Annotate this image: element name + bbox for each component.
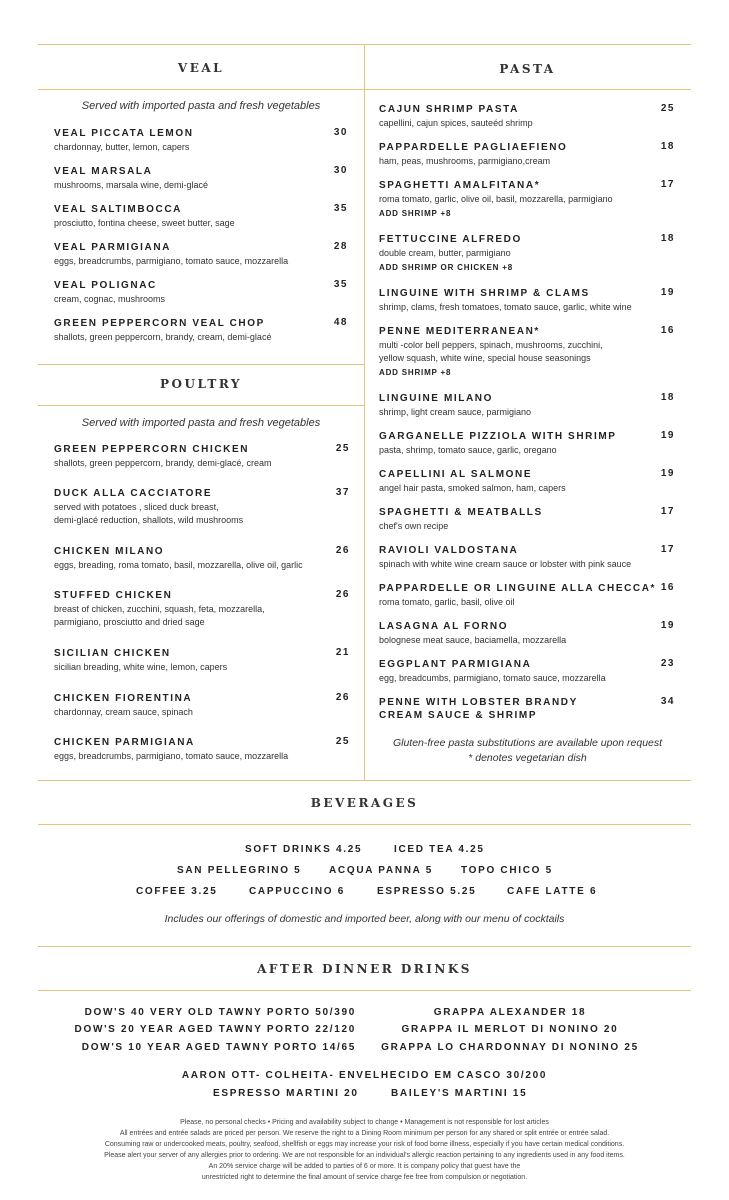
item-name: VEAL POLIGNAC xyxy=(54,280,157,291)
fine-print-line: unrestricted right to determine the final amount of service charge fee free from compulsion or negotiation. xyxy=(201,1174,528,1181)
beverage-item: ESPRESSO 5.25 xyxy=(377,886,477,897)
fine-print-line: Please, no personal checks • Pricing and availability subject to change • Management is not responsible for lost articles xyxy=(180,1119,549,1126)
item-desc: shrimp, clams, fresh tomatoes, tomato sauce, garlic, white wine xyxy=(379,302,632,312)
item-name: SPAGHETTI AMALFITANA* xyxy=(379,180,541,191)
menu-item xyxy=(54,203,334,230)
after-drink-item: GRAPPA IL MERLOT DI NONINO 20 xyxy=(401,1024,619,1035)
after-drink-item: DOW'S 10 YEAR AGED TAWNY PORTO 14/65 xyxy=(81,1042,356,1053)
item-price: 26 xyxy=(335,589,350,600)
item-desc-2: demi-glacé reduction, shallots, wild mushrooms xyxy=(54,515,244,525)
menu-item xyxy=(54,279,334,306)
item-name: LINGUINE WITH SHRIMP & CLAMS xyxy=(379,288,590,299)
menu-item xyxy=(54,317,334,344)
item-name: PENNE MEDITERRANEAN* xyxy=(379,326,540,337)
item-name: SPAGHETTI & MEATBALLS xyxy=(379,507,543,518)
item-name: GREEN PEPPERCORN CHICKEN xyxy=(54,444,250,455)
item-name: PAPPARDELLE PAGLIAEFIENO xyxy=(379,142,568,153)
item-desc: shallots, green peppercorn, brandy, cream, demi-glacé xyxy=(54,332,272,342)
veal-rule xyxy=(38,89,364,90)
item-price: 37 xyxy=(335,487,350,498)
item-desc: spinach with white wine cream sauce or lobster with pink sauce xyxy=(379,559,632,569)
item-desc: bolognese meat sauce, baciamella, mozzarella xyxy=(379,635,567,645)
item-name: VEAL SALTIMBOCCA xyxy=(54,204,183,215)
after-drink-item: BAILEY'S MARTINI 15 xyxy=(391,1088,528,1099)
item-desc: cream, cognac, mushrooms xyxy=(54,294,166,304)
item-desc: ham, peas, mushrooms, parmigiano,cream xyxy=(379,156,551,166)
item-desc: shallots, green peppercorn, brandy, demi-glacé, cream xyxy=(54,458,272,468)
menu-item xyxy=(379,658,659,685)
item-name: STUFFED CHICKEN xyxy=(54,590,173,601)
item-desc: chef's own recipe xyxy=(379,521,449,531)
menu-item xyxy=(379,582,659,609)
item-name: VEAL MARSALA xyxy=(54,166,153,177)
item-name: GARGANELLE PIZZIOLA WITH SHRIMP xyxy=(379,431,617,442)
menu-item xyxy=(379,141,659,168)
item-price: 26 xyxy=(335,692,350,703)
columns-bottom-rule xyxy=(38,780,691,781)
menu-item xyxy=(379,325,659,377)
beverage-item: ICED TEA 4.25 xyxy=(394,844,485,855)
item-desc: eggs, breadcrumbs, parmigiano, tomato sauce, mozzarella xyxy=(54,256,289,266)
item-name: RAVIOLI VALDOSTANA xyxy=(379,545,519,556)
menu-item xyxy=(379,696,659,722)
item-name: PENNE WITH LOBSTER BRANDY xyxy=(379,697,578,708)
poultry-top-rule xyxy=(38,364,364,365)
menu-item xyxy=(54,545,339,572)
menu-item xyxy=(54,241,334,268)
item-name: VEAL PARMIGIANA xyxy=(54,242,171,253)
gluten-free-note: Gluten-free pasta substitutions are available upon request xyxy=(392,737,663,749)
item-price: 18 xyxy=(660,392,675,403)
item-name: GREEN PEPPERCORN VEAL CHOP xyxy=(54,318,265,329)
item-price: 19 xyxy=(660,430,675,441)
item-desc: shrimp, light cream sauce, parmigiano xyxy=(379,407,532,417)
item-desc: mushrooms, marsala wine, demi-glacé xyxy=(54,180,209,190)
poultry-title: POULTRY xyxy=(160,377,242,391)
item-price: 19 xyxy=(660,620,675,631)
item-desc: prosciutto, fontina cheese, sweet butter, sage xyxy=(54,218,235,228)
menu-item xyxy=(54,692,339,719)
menu-item xyxy=(379,287,679,314)
item-name: CAJUN SHRIMP PASTA xyxy=(379,104,519,115)
item-price: 25 xyxy=(335,443,350,454)
item-desc: chardonnay, cream sauce, spinach xyxy=(54,707,193,717)
poultry-rule xyxy=(38,405,364,406)
item-name: EGGPLANT PARMIGIANA xyxy=(379,659,532,670)
menu-item xyxy=(379,468,659,495)
item-name: LASAGNA AL FORNO xyxy=(379,621,509,632)
fine-print-line: Please alert your server of any allergies prior to ordering. We are not responsible for an individual's allergic reaction pertaining to any ingredients used in any food items. xyxy=(104,1152,625,1159)
menu-item xyxy=(54,736,339,763)
after-rule xyxy=(38,990,691,991)
menu-item xyxy=(379,233,659,272)
item-desc: egg, breadcumbs, parmigiano, tomato sauce, mozzarella xyxy=(379,673,606,683)
item-desc: served with potatoes , sliced duck breast, xyxy=(54,502,219,512)
beverage-item: SOFT DRINKS 4.25 xyxy=(245,844,363,855)
pasta-rule xyxy=(364,89,691,90)
menu-item xyxy=(54,647,339,674)
item-desc-2: parmigiano, prosciutto and dried sage xyxy=(54,617,205,627)
item-desc: roma tomato, garlic, olive oil, basil, mozzarella, parmigiano xyxy=(379,194,613,204)
item-desc: eggs, breading, roma tomato, basil, mozzarella, olive oil, garlic xyxy=(54,560,303,570)
item-name-2: CREAM SAUCE & SHRIMP xyxy=(379,710,538,721)
item-addon: ADD SHRIMP OR CHICKEN +8 xyxy=(379,263,513,272)
item-name: FETTUCCINE ALFREDO xyxy=(379,234,522,245)
menu-item xyxy=(54,487,339,527)
beverages-rule xyxy=(38,824,691,825)
beverage-item: CAFE LATTE 6 xyxy=(507,886,598,897)
item-price: 30 xyxy=(333,165,348,176)
item-desc: breast of chicken, zucchini, squash, feta, mozzarella, xyxy=(54,604,265,614)
item-price: 17 xyxy=(660,544,675,555)
veal-note: Served with imported pasta and fresh vegetables xyxy=(81,100,321,112)
item-price: 30 xyxy=(333,127,348,138)
menu-item xyxy=(379,179,659,218)
item-desc: roma tomato, garlic, basil, olive oil xyxy=(379,597,515,607)
poultry-note: Served with imported pasta and fresh vegetables xyxy=(81,417,321,429)
item-name: CAPELLINI AL SALMONE xyxy=(379,469,533,480)
item-price: 16 xyxy=(660,325,675,336)
after-drink-item: ESPRESSO MARTINI 20 xyxy=(213,1088,359,1099)
beverage-item: ACQUA PANNA 5 xyxy=(329,865,433,876)
item-price: 19 xyxy=(660,287,675,298)
menu-item xyxy=(379,544,679,571)
item-name: DUCK ALLA CACCIATORE xyxy=(54,488,213,499)
veal-title: VEAL xyxy=(177,61,225,75)
item-name: CHICKEN FIORENTINA xyxy=(54,693,193,704)
item-name: VEAL PICCATA LEMON xyxy=(54,128,194,139)
item-price: 28 xyxy=(333,241,348,252)
beverages-title: BEVERAGES xyxy=(310,796,419,810)
item-desc: chardonnay, butter, lemon, capers xyxy=(54,142,190,152)
item-price: 26 xyxy=(335,545,350,556)
menu-item xyxy=(379,430,659,457)
item-desc: angel hair pasta, smoked salmon, ham, capers xyxy=(379,483,566,493)
menu-item xyxy=(54,165,334,192)
item-name: LINGUINE MILANO xyxy=(379,393,493,404)
item-price: 35 xyxy=(333,279,348,290)
after-drink-item: AARON OTT- COLHEITA- ENVELHECIDO EM CASCO 30/200 xyxy=(181,1070,548,1081)
item-price: 19 xyxy=(660,468,675,479)
item-desc: multi -color bell peppers, spinach, mushrooms, zucchini, xyxy=(379,340,603,350)
item-desc: pasta, shrimp, tomato sauce, garlic, oregano xyxy=(379,445,557,455)
menu-item xyxy=(379,620,659,647)
item-desc: sicilian breading, white wine, lemon, capers xyxy=(54,662,228,672)
beverages-note: Includes our offerings of domestic and imported beer, along with our menu of cocktails xyxy=(164,913,565,925)
item-desc: capellini, cajun spices, sauteéd shrimp xyxy=(379,118,533,128)
item-desc-2: yellow squash, white wine, special house seasonings xyxy=(379,353,591,363)
item-desc: eggs, breadcrumbs, parmigiano, tomato sauce, mozzarella xyxy=(54,751,289,761)
item-desc: double cream, butter, parmigiano xyxy=(379,248,511,258)
after-dinner-title: AFTER DINNER DRINKS xyxy=(257,962,472,976)
fine-print-line: All entrées and entrée salads are priced per person. We reserve the right to a Dining Room minimum per person for any shared or split entrée or entrée salad. xyxy=(119,1130,610,1137)
after-drink-item: DOW'S 40 VERY OLD TAWNY PORTO 50/390 xyxy=(84,1007,356,1018)
after-drink-item: GRAPPA LO CHARDONNAY DI NONINO 25 xyxy=(381,1042,639,1053)
beverage-item: TOPO CHICO 5 xyxy=(461,865,553,876)
vegetarian-note: * denotes vegetarian dish xyxy=(468,752,587,764)
menu-item xyxy=(54,443,339,470)
menu-item xyxy=(54,589,339,629)
column-divider xyxy=(364,44,365,780)
beverage-item: COFFEE 3.25 xyxy=(136,886,218,897)
item-price: 16 xyxy=(660,582,675,593)
item-price: 35 xyxy=(333,203,348,214)
beverage-item: CAPPUCCINO 6 xyxy=(249,886,345,897)
item-name: CHICKEN PARMIGIANA xyxy=(54,737,195,748)
item-name: CHICKEN MILANO xyxy=(54,546,165,557)
item-price: 17 xyxy=(660,506,675,517)
item-price: 25 xyxy=(660,103,675,114)
item-price: 48 xyxy=(333,317,348,328)
item-name: PAPPARDELLE OR LINGUINE ALLA CHECCA* xyxy=(379,583,657,594)
item-addon: ADD SHRIMP +8 xyxy=(379,209,452,218)
pasta-title: PASTA xyxy=(499,62,556,76)
item-price: 25 xyxy=(335,736,350,747)
item-addon: ADD SHRIMP +8 xyxy=(379,368,452,377)
menu-item xyxy=(379,506,659,533)
item-price: 18 xyxy=(660,233,675,244)
fine-print-line: An 20% service charge will be added to parties of 6 or more. It is company policy that guest have the xyxy=(208,1163,521,1170)
item-price: 18 xyxy=(660,141,675,152)
item-price: 17 xyxy=(660,179,675,190)
after-top-rule xyxy=(38,946,691,947)
after-drink-item: DOW'S 20 YEAR AGED TAWNY PORTO 22/120 xyxy=(74,1024,356,1035)
item-price: 21 xyxy=(335,647,350,658)
item-price: 23 xyxy=(660,658,675,669)
beverage-item: SAN PELLEGRINO 5 xyxy=(177,865,302,876)
after-drink-item: GRAPPA ALEXANDER 18 xyxy=(433,1007,587,1018)
menu-item xyxy=(379,103,659,130)
menu-item xyxy=(54,127,334,154)
menu-item xyxy=(379,392,659,419)
item-price: 34 xyxy=(660,696,675,707)
fine-print-line: Consuming raw or undercooked meats, poultry, seafood, shellfish or eggs may increase your risk of food borne illness, especially if you have certain medical conditions. xyxy=(104,1141,625,1148)
item-name: SICILIAN CHICKEN xyxy=(54,648,171,659)
